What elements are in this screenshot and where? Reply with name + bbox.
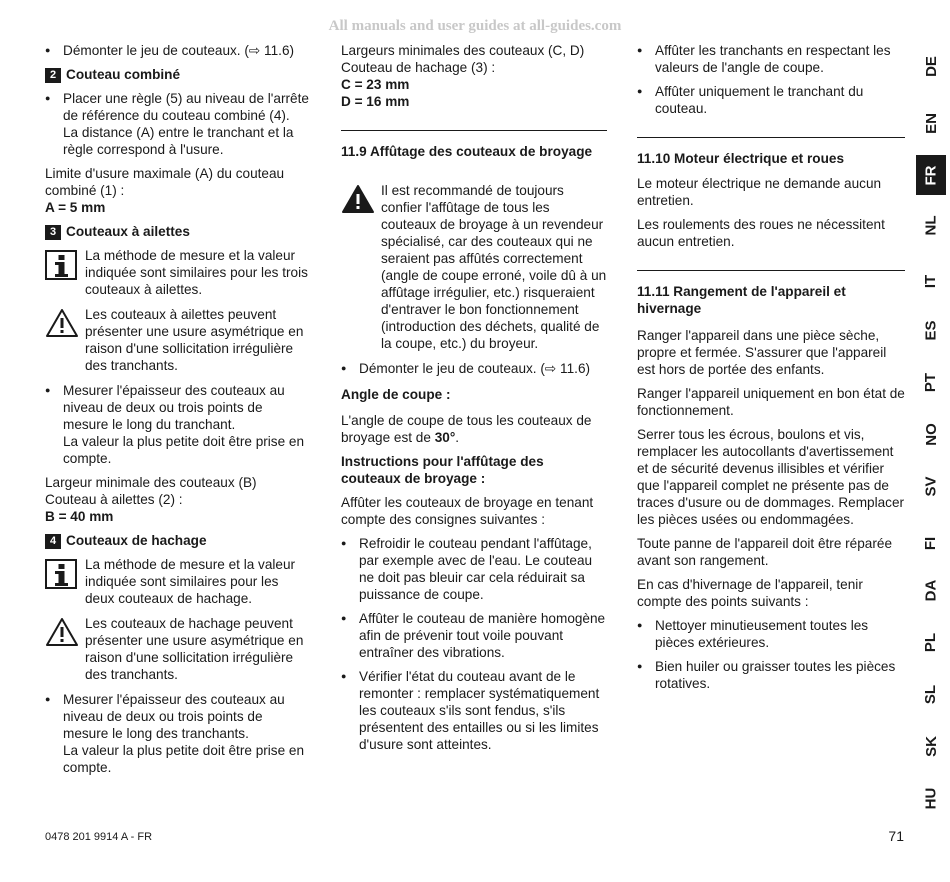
language-tab-it[interactable]: [916, 266, 946, 296]
section-divider: [637, 270, 905, 271]
list-item-text: Mesurer l'épaisseur des couteaux au niveau de deux ou trois points de mesure le long des tranchants.: [63, 692, 285, 741]
paragraph: [45, 474, 311, 525]
language-label: SK: [922, 735, 940, 757]
list-item-text: La valeur la plus petite doit être prise en compte.: [63, 434, 305, 466]
paragraph: Ranger l'appareil uniquement en bon état de fonctionnement.: [637, 386, 905, 418]
info-note: [45, 556, 311, 607]
section-number: 3: [45, 225, 61, 240]
section-heading: 11.9 Affûtage des couteaux de broyage: [341, 144, 593, 159]
language-label: SV: [922, 475, 940, 497]
language-tab-pl[interactable]: [916, 627, 946, 657]
section-divider: [637, 137, 905, 138]
column-2: [341, 42, 607, 760]
list-item: ● Démonter le jeu de couteaux. (⇨ 11.6): [341, 360, 607, 377]
list-item: ● Affûter le couteau de manière homogène afin de prévenir tout voile pouvant entraîner des vibrations.: [341, 610, 607, 661]
language-label: FR: [922, 165, 940, 185]
list-item-text: Mesurer l'épaisseur des couteaux au niveau de deux ou trois points de mesure le long du tranchant.: [63, 383, 285, 432]
warning-outline-icon: [45, 615, 85, 651]
value-a: A = 5 mm: [45, 200, 106, 215]
cutting-angle-value: 30°: [434, 430, 456, 445]
list-item: [45, 691, 311, 776]
paragraph: Ranger l'appareil dans une pièce sèche, propre et fermée. S'assurer que l'appareil est hors de portée des enfants.: [637, 328, 887, 377]
language-tab-fi[interactable]: [916, 528, 946, 558]
value-c: C = 23 mm: [341, 77, 410, 92]
list-item: ● Vérifier l'état du couteau avant de le remonter : remplacer systématiquement les couteaux s'ils sont fendus, s'ils présentent des entailles ou si les limites d'usure sont atteintes.: [341, 668, 607, 753]
section-heading: 11.11 Rangement de l'appareil et hivernage: [637, 284, 846, 316]
paragraph-text: L'angle de coupe de tous les couteaux de broyage est de: [341, 413, 592, 445]
section-number: 4: [45, 534, 61, 549]
note-text: Il est recommandé de toujours confier l'affûtage de tous les couteaux de broyage à un revendeur spécialisé, car des couteaux qui ne seraient pas affûtés correctement (angle de coupe erroné, voile dû à un affûtage irrégulier, etc.) risqueraient d'entraver le bon fonctionnement (introduction des déchets, qualité de la coupe, etc.) du broyeur.: [381, 183, 607, 351]
language-tab-hu[interactable]: [916, 783, 946, 813]
section-number: 2: [45, 68, 61, 83]
language-label: ES: [922, 319, 940, 341]
subheading: Angle de coupe :: [341, 387, 451, 402]
language-tab-nl[interactable]: [916, 210, 946, 240]
page-number: 71: [888, 828, 904, 844]
language-tab-sk[interactable]: [916, 731, 946, 761]
list-item: ● Refroidir le couteau pendant l'affûtage, par exemple avec de l'eau. Le couteau ne doit pas bleuir car cela réduirait sa puissance de coupe.: [341, 535, 607, 603]
list-item: ● Bien huiler ou graisser toutes les pièces rotatives.: [637, 658, 905, 692]
language-tab-da[interactable]: [916, 575, 946, 605]
paragraph: Le moteur électrique ne demande aucun entretien.: [637, 176, 882, 208]
note-text: Les couteaux à ailettes peuvent présenter une usure asymétrique en raison d'une sollicitation irrégulière des tranchants.: [85, 307, 304, 373]
language-label: SL: [922, 684, 940, 704]
paragraph: Affûter les couteaux de broyage en tenant compte des consignes suivantes :: [341, 495, 594, 527]
language-tab-fr[interactable]: [916, 155, 946, 195]
list-item-text: La valeur la plus petite doit être prise en compte.: [63, 743, 305, 775]
language-label: FI: [922, 536, 940, 550]
language-label: NO: [922, 422, 940, 446]
note-text: Les couteaux de hachage peuvent présenter une usure asymétrique en raison d'une sollicitation irrégulière des tranchants.: [85, 616, 304, 682]
warning-note: [45, 306, 311, 374]
warning-note: [341, 182, 607, 352]
list-item-text: Placer une règle (5) au niveau de l'arrête de référence du couteau combiné (4).: [63, 91, 309, 123]
section-heading: 11.10 Moteur électrique et roues: [637, 151, 845, 166]
language-tab-de[interactable]: [916, 51, 946, 81]
section-heading-combined-knife: [45, 66, 311, 83]
warning-note: [45, 615, 311, 683]
language-label: PT: [922, 372, 940, 392]
paragraph-text: Largeurs minimales des couteaux (C, D) Couteau de hachage (3) :: [341, 43, 585, 75]
warning-outline-icon: [45, 306, 85, 342]
paragraph: En cas d'hivernage de l'appareil, tenir compte des points suivants :: [637, 577, 863, 609]
list-item: ● Démonter le jeu de couteaux. (⇨ 11.6): [45, 42, 311, 59]
paragraph-text: .: [455, 430, 460, 445]
subheading: Instructions pour l'affûtage des couteaux de broyage :: [341, 454, 544, 486]
language-label: DA: [922, 579, 940, 601]
paragraph-text: Limite d'usure maximale (A) du couteau combiné (1) :: [45, 166, 285, 198]
list-item: [45, 90, 311, 158]
language-tab-pt[interactable]: [916, 367, 946, 397]
paragraph: Serrer tous les écrous, boulons et vis, remplacer les autocollants d'avertissement et de sécurité devenus illisibles et vérifier que l'appareil complet ne présente pas de traces d'usure ou de dommages. Remplacer les pièces usées ou endommagées.: [637, 427, 905, 527]
note-text: La méthode de mesure et la valeur indiquée sont similaires pour les deux couteaux de hachage.: [85, 557, 296, 606]
language-tab-sl[interactable]: [916, 679, 946, 709]
note-text: La méthode de mesure et la valeur indiquée sont similaires pour les trois couteaux à ailettes.: [85, 248, 308, 297]
list-item: ● Nettoyer minutieusement toutes les pièces extérieures.: [637, 617, 905, 651]
info-note: [45, 247, 311, 298]
language-label: PL: [922, 632, 940, 652]
document-code: 0478 201 9914 A - FR: [45, 831, 153, 843]
paragraph: [341, 412, 607, 446]
list-item: [45, 382, 311, 467]
column-1: [45, 42, 311, 783]
value-b: B = 40 mm: [45, 509, 114, 524]
language-label: HU: [922, 787, 940, 809]
paragraph-text: Largeur minimale des couteaux (B) Couteau à ailettes (2) :: [45, 475, 257, 507]
paragraph: [341, 42, 607, 110]
watermark: All manuals and user guides at all-guides.com: [328, 18, 622, 34]
language-tab-no[interactable]: [916, 419, 946, 449]
language-label: DE: [922, 55, 940, 77]
section-title: Couteaux à ailettes: [66, 224, 190, 239]
list-item: ● Affûter les tranchants en respectant les valeurs de l'angle de coupe.: [637, 42, 905, 76]
language-label: IT: [922, 274, 940, 288]
section-title: Couteaux de hachage: [66, 533, 207, 548]
section-heading-chopping-knives: [45, 532, 311, 549]
column-3: [637, 42, 905, 699]
paragraph: Toute panne de l'appareil doit être réparée avant son rangement.: [637, 536, 893, 568]
paragraph: Les roulements des roues ne nécessitent aucun entretien.: [637, 217, 885, 249]
language-tab-en[interactable]: [916, 108, 946, 138]
section-divider: [341, 130, 607, 131]
list-item: ● Affûter uniquement le tranchant du couteau.: [637, 83, 905, 117]
info-icon: [45, 556, 85, 594]
warning-filled-icon: [341, 182, 381, 218]
language-tab-sv[interactable]: [916, 471, 946, 501]
language-label: EN: [922, 112, 940, 134]
value-d: D = 16 mm: [341, 94, 410, 109]
info-icon: [45, 247, 85, 285]
section-heading-winged-knives: [45, 223, 311, 240]
paragraph: [45, 165, 311, 216]
list-item-text: La distance (A) entre le tranchant et la règle correspond à l'usure.: [63, 125, 294, 157]
language-label: NL: [922, 215, 940, 235]
section-title: Couteau combiné: [66, 67, 181, 82]
language-tab-es[interactable]: [916, 315, 946, 345]
